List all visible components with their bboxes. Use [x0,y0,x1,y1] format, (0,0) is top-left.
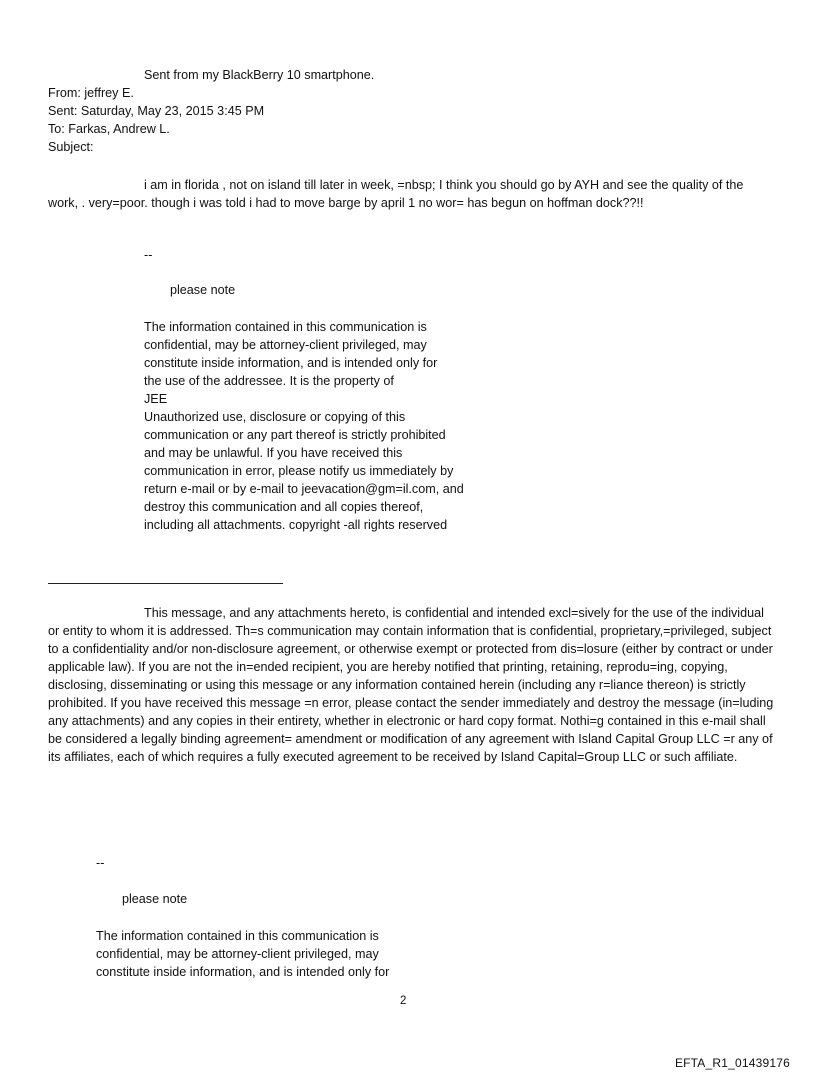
sent-line: Sent: Saturday, May 23, 2015 3:45 PM [48,104,265,118]
notice-line: confidential, may be attorney-client privileged, may [144,338,427,352]
signature-dashes-2: -- [96,856,105,870]
confidentiality-notice [144,318,464,534]
please-note-heading: please note [170,283,236,297]
notice-line: Unauthorized use, disclosure or copying of this [144,410,406,424]
notice-line: JEE [144,392,168,406]
subject-line: Subject: [48,140,94,154]
notice-line: destroy this communication and all copies thereof, [144,500,424,514]
email-body: i am in florida , not on island till later in week, =nbsp; I think you should go by AYH and see the quality of the work, . very=poor. though i was told i had to move barge by april 1 no wor= has begun on hoffman dock??!! [48,178,744,210]
document-id: EFTA_R1_01439176 [674,1056,790,1070]
page-number: 2 [400,995,407,1007]
notice-line: The information contained in this communication is [96,929,379,943]
notice-line: communication or any part thereof is strictly prohibited [144,428,446,442]
notice-line: constitute inside information, and is intended only for [96,965,390,979]
notice-line: including all attachments. copyright -all rights reserved [144,518,448,532]
please-note-heading-2: please note [122,892,188,906]
legal-disclaimer: This message, and any attachments hereto, is confidential and intended excl=sively for the use of the individual or entity to whom it is addressed. Th=s communication may contain information that is confidential, proprietary,=privileged, subject to a confidentiality and/or non-disclosure agreement, or otherwise exempt or protected from dis=losure (either by contract or under applicable law). If you are not the in=ended recipient, you are hereby notified that printing, retaining, reprodu=ing, copying, disclosing, disseminating or using this message or any information contained herein (including any r=liance thereon) is strictly prohibited. If you have received this message =n error, please contact the sender immediately and destroy the message (in=luding any attachments) and any copies in their entirety, whether in electronic or hard copy format. Nothi=g contained in this e-mail shall be considered a legally binding agreement= amendment or modification of any agreement with Island Capital Group LLC =r any of its affiliates, each of which requires a fully executed agreement to be received by Island Capital=Group LLC or such affiliate. [48,606,774,764]
from-line: From: jeffrey E. [48,86,134,100]
notice-line: communication in error, please notify us immediately by [144,464,454,478]
to-line: To: Farkas, Andrew L. [48,122,170,136]
confidentiality-notice-2 [96,927,389,981]
notice-line: the use of the addressee. It is the property of [144,374,394,388]
divider-line [48,583,283,584]
sent-from-line: Sent from my BlackBerry 10 smartphone. [144,68,375,82]
notice-line: confidential, may be attorney-client privileged, may [96,947,379,961]
notice-line: return e-mail or by e-mail to jeevacation@gm=il.com, and [144,482,464,496]
notice-line: The information contained in this communication is [144,320,427,334]
notice-line: constitute inside information, and is intended only for [144,356,438,370]
signature-dashes: -- [144,248,153,262]
notice-line: and may be unlawful. If you have received this [144,446,403,460]
